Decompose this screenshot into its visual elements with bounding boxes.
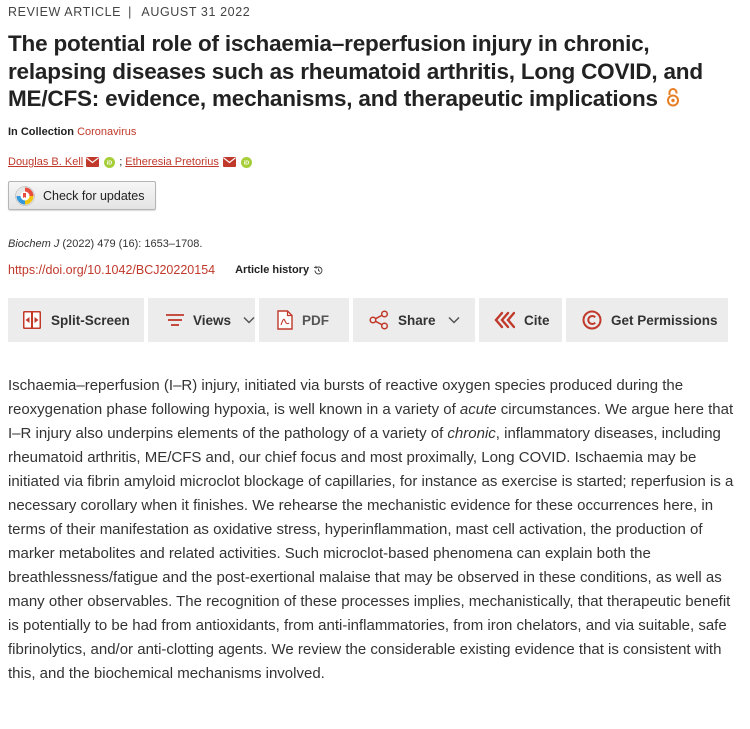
split-screen-icon <box>22 310 42 330</box>
citation <box>8 238 202 250</box>
check-for-updates-button[interactable] <box>8 181 156 210</box>
article-title <box>8 30 728 114</box>
views-dropdown[interactable] <box>148 298 255 342</box>
pdf-label: PDF <box>302 312 329 328</box>
article-history-toggle[interactable] <box>235 264 324 276</box>
article-meta <box>8 5 250 19</box>
chevron-down-icon <box>243 316 255 324</box>
author-link[interactable]: Etheresia Pretorius <box>125 156 219 168</box>
pdf-icon <box>277 310 293 330</box>
chevron-down-icon <box>448 316 460 324</box>
views-icon <box>166 313 184 327</box>
article-history-label: Article history <box>235 264 310 276</box>
publication-date: AUGUST 31 2022 <box>141 5 251 19</box>
cite-icon <box>493 311 515 329</box>
author-list <box>8 156 252 168</box>
abstract-part: circumstances. We argue here that I–R injury also underpins elements of the pathology of a variety of <box>8 401 734 442</box>
cite-label: Cite <box>524 312 550 328</box>
orcid-icon[interactable] <box>241 157 252 168</box>
collection-label: In Collection <box>8 126 74 138</box>
collection-info <box>8 126 136 138</box>
abstract-emphasis: acute <box>459 401 497 418</box>
check-for-updates-label: Check for updates <box>43 188 145 203</box>
abstract-part: , inflammatory diseases, including rheumatoid arthritis, ME/CFS and, our chief focus and most proximally, Long COVID. Ischaemia may be initiated via fibrin amyloid microclot blockage of capillaries, for instance as exercise is started; reperfusion is a necessary corollary when it finishes. We rehearse the mechanistic evidence for these occurrences here, in terms of their manifestation as oxidative stress, hyperinflammation, mast cell activation, the production of marker metabolites and related activities. Such microclot-based phenomena can explain both the breathlessness/fatigue and the post-exertional malaise that may be observed in these conditions, as well as many other observables. The recognition of these processes implies, mechanistically, that therapeutic benefit is potentially to be had from antioxidants, from anti-inflammatories, from iron chelators, and via suitable, safe fibrinolytics, and/or anti-clotting agents. We review the considerable existing evidence that is consistent with this, and the biochemical mechanisms involved. <box>8 425 734 682</box>
meta-separator: | <box>128 5 132 19</box>
pdf-button[interactable] <box>259 298 349 342</box>
svg-text:iD: iD <box>106 160 113 167</box>
get-permissions-button[interactable] <box>566 298 728 342</box>
abstract-emphasis: chronic <box>447 425 496 442</box>
crossmark-icon <box>15 186 35 206</box>
author-separator: ; <box>119 156 123 168</box>
orcid-icon[interactable] <box>104 157 115 168</box>
article-title-text: The potential role of ischaemia–reperfusion injury in chronic, relapsing diseases such as rheumatoid arthritis, Long COVID, and ME/CFS: evidence, mechanisms, and therapeutic implications <box>8 31 703 111</box>
share-label: Share <box>398 312 436 328</box>
share-icon <box>369 310 389 330</box>
copyright-icon <box>582 310 602 330</box>
get-permissions-label: Get Permissions <box>611 312 718 328</box>
author-link[interactable]: Douglas B. Kell <box>8 156 84 168</box>
email-icon[interactable] <box>86 157 99 167</box>
abstract-text <box>8 374 738 686</box>
doi-link[interactable]: https://doi.org/10.1042/BCJ20220154 <box>8 263 216 277</box>
split-screen-button[interactable] <box>8 298 144 342</box>
citation-details: (2022) 479 (16): 1653–1708. <box>62 238 203 250</box>
open-access-icon <box>666 86 680 114</box>
svg-text:iD: iD <box>243 160 250 167</box>
history-icon <box>313 265 324 276</box>
article-toolbar <box>8 298 736 342</box>
email-icon[interactable] <box>223 157 236 167</box>
collection-link[interactable]: Coronavirus <box>77 126 137 138</box>
split-screen-label: Split-Screen <box>51 312 130 328</box>
views-label: Views <box>193 312 232 328</box>
doi-row <box>8 263 324 277</box>
share-dropdown[interactable] <box>353 298 475 342</box>
cite-button[interactable] <box>479 298 562 342</box>
abstract-part: Ischaemia–reperfusion (I–R) injury, initiated via bursts of reactive oxygen species produced during the reoxygenation phase following hypoxia, is well known in a variety of <box>8 377 684 418</box>
article-type: REVIEW ARTICLE <box>8 5 122 19</box>
journal-name: Biochem J <box>8 238 60 250</box>
